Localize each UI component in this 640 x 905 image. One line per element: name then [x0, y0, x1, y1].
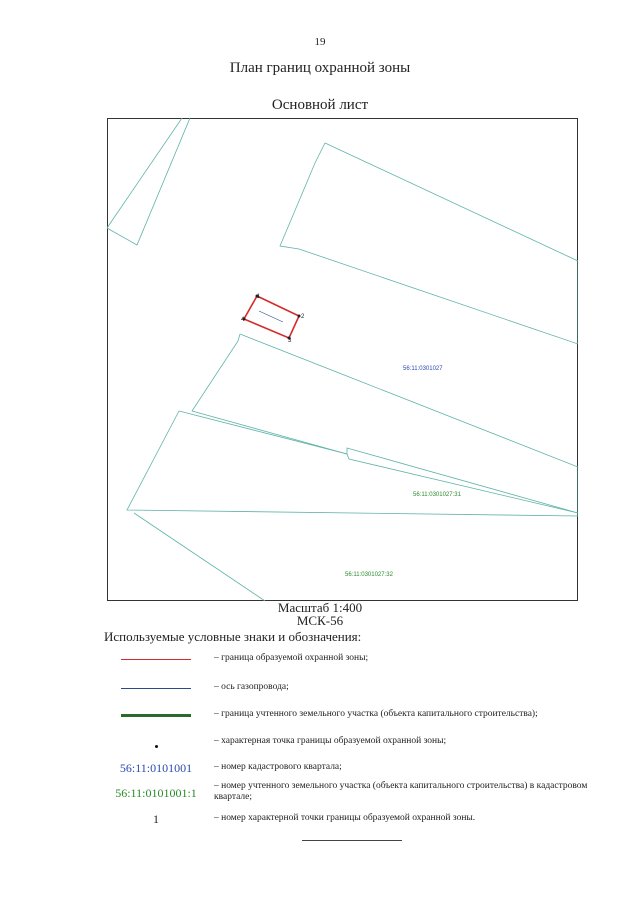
blue-line-symbol [121, 688, 191, 689]
map-frame [108, 119, 578, 601]
parcel-boundary-lower [127, 411, 578, 516]
legend-item-point-number [104, 808, 604, 830]
zone-point-label-4: 4 [241, 317, 245, 323]
green-line-symbol [121, 714, 191, 717]
legend-item-parcel-boundary [104, 704, 604, 726]
quarter-number-sample: 56:11:0101001 [119, 760, 193, 775]
red-line-symbol [121, 659, 191, 660]
legend-heading: Используемые условные знаки и обозначения: [104, 629, 362, 644]
parcel-boundary-top-left [107, 118, 190, 245]
parcel-boundary-upper-right [280, 143, 578, 344]
gas-pipeline-axis [259, 311, 283, 322]
legend-item-characteristic-point [104, 731, 604, 753]
parcel-label-31: 56:11:0301027:31 [413, 492, 461, 498]
cadastral-quarter-label: 56:11:0301027 [403, 366, 443, 372]
legend-description: – характерная точка границы образуемой охранной зоны; [214, 736, 447, 746]
legend-description: – граница учтенного земельного участка (объекта капитального строительства); [214, 709, 538, 719]
map-scale: Масштаб 1:400 [277, 600, 363, 615]
legend-item-gas-axis [104, 677, 604, 699]
parcel-boundary-bottom [134, 513, 265, 601]
point-number-sample: 1 [153, 811, 159, 826]
bottom-rule [302, 840, 402, 841]
page-number: 19 [314, 36, 326, 48]
page-title: План границ охранной зоны [229, 60, 411, 76]
coordinate-system: МСК-56 [296, 613, 344, 628]
parcel-label-32: 56:11:0301027:32 [345, 572, 393, 578]
legend-description: – номер кадастрового квартала; [214, 762, 342, 772]
legend-description: – номер учтенного земельного участка (объекта капитального строительства) в кадастровом квартале; [214, 781, 588, 802]
zone-point-label-3: 3 [288, 338, 292, 344]
legend-description: – номер характерной точки границы образуемой охранной зоны. [214, 813, 476, 823]
page-subtitle: Основной лист [271, 97, 369, 113]
legend-item-parcel-number [104, 779, 604, 807]
zone-point-label-2: 2 [301, 314, 305, 320]
parcel-number-sample: 56:11:0101001:1 [115, 785, 197, 800]
legend-description: – ось газопровода; [214, 682, 289, 692]
legend-item-zone-boundary [104, 648, 604, 670]
cadastral-map [107, 118, 578, 601]
legend-item-quarter-number [104, 757, 604, 779]
legend-description: – граница образуемой охранной зоны; [214, 653, 369, 663]
dot-symbol [155, 745, 158, 748]
parcel-boundary-middle [192, 334, 578, 513]
zone-point-label-1: 1 [257, 294, 261, 300]
